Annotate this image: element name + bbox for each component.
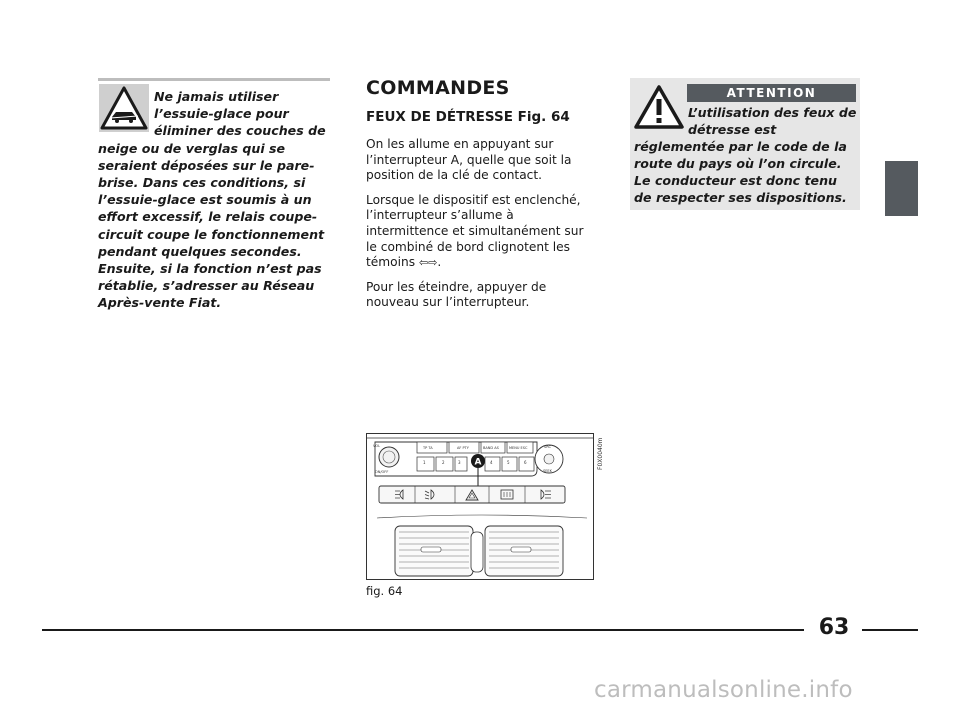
vent-knob (471, 532, 483, 572)
svg-text:TP TA: TP TA (423, 446, 433, 450)
paragraph-3: Pour les éteindre, appuyer de nouveau sur l’interrupteur. (366, 279, 547, 310)
figure-caption: fig. 64 (366, 584, 403, 598)
left-warning-text: Ne jamais utiliser l’essuie-glace pour éliminer des couches de neige ou de verglas qui se seraient déposées sur le pare-brise. Dans ces conditions, si l’essuie-glace est soumis à un effort excessif, le relais coupe-circuit coupe le fonctionnement pendant quelques secondes. Ensuite, si la fonction n’est pas rétablie, s’adresser au Réseau Après-vente Fiat. (98, 89, 326, 311)
svg-text:6: 6 (524, 460, 527, 465)
figure-64 (366, 433, 594, 580)
paragraph-2: Lorsque le dispositif est enclenché, l’interrupteur s’allume à intermittence et simultanément sur le combiné de bord clignotent les témoins ⇦⇨. (366, 192, 584, 270)
volume-knob-icon (379, 447, 399, 467)
turn-indicator-icon: ⇦⇨ (418, 256, 438, 270)
left-top-rule (98, 78, 330, 81)
page-number: 63 (818, 615, 850, 640)
svg-text:3: 3 (458, 460, 461, 465)
svg-text:2: 2 (442, 460, 445, 465)
paragraph-1: On les allume en appuyant sur l’interrupteur A, quelle que soit la position de la clé de contact. (366, 137, 572, 183)
svg-text:5: 5 (507, 460, 510, 465)
section-thumb-tab (885, 161, 918, 216)
svg-text:BAND AS: BAND AS (483, 446, 499, 450)
svg-text:1: 1 (423, 460, 426, 465)
subsection-title: FEUX DE DÉTRESSE Fig. 64 (366, 109, 570, 125)
svg-text:MENU ESC: MENU ESC (509, 446, 528, 450)
svg-text:ON/OFF: ON/OFF (375, 470, 389, 474)
bottom-rule-right (862, 629, 918, 631)
svg-text:SRC: SRC (544, 445, 551, 449)
figure-code: F0X0040m (597, 437, 604, 470)
bottom-rule (42, 629, 804, 631)
svg-text:VOL: VOL (373, 444, 381, 448)
svg-text:SEEK: SEEK (543, 469, 552, 473)
body-text (366, 137, 594, 320)
attention-header: ATTENTION (687, 84, 856, 102)
svg-text:4: 4 (490, 460, 493, 465)
attention-text: L’utilisation des feux de détresse est réglementée par le code de la route du pays où l’on circule. Le conducteur est donc tenu de respecter ses dispositions. (634, 105, 857, 205)
watermark: carmanualsonline.info (594, 677, 853, 703)
callout-label: A (474, 457, 482, 468)
dashboard-console-drawing (367, 434, 594, 580)
svg-text:AF PTY: AF PTY (457, 446, 469, 450)
section-title: COMMANDES (366, 77, 510, 99)
